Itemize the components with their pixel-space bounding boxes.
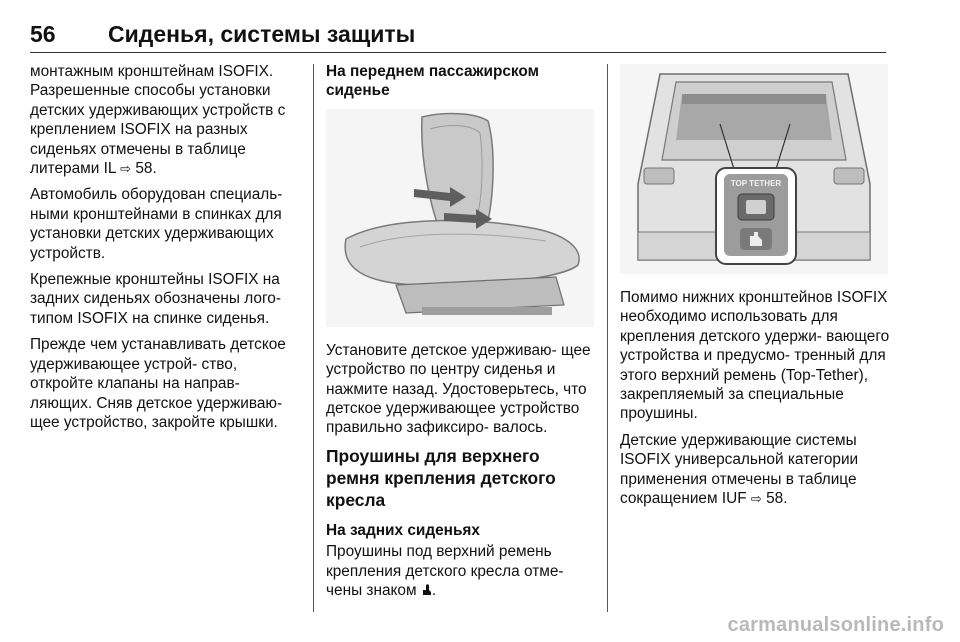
section-heading: Проушины для верхнего ремня крепления детского кресла	[326, 445, 556, 510]
text-column-2	[326, 62, 596, 607]
seat-illustration	[326, 109, 594, 327]
reference-arrow-icon: ⇨	[750, 491, 762, 507]
seat-isofix-image	[326, 109, 594, 327]
page-header	[30, 18, 886, 58]
top-tether-label: TOP TETHER	[730, 179, 782, 188]
paragraph: Прежде чем устанавливать детское удерживающее устрой- ство, откройте клапаны на направ- ляющих. Сняв детское удерживаю- щее устройство, закройте крышки.	[30, 336, 286, 431]
header-divider	[30, 52, 886, 53]
paragraph: Проушины под верхний ремень крепления детского кресла отме- чены знаком .	[326, 543, 564, 600]
trunk-illustration	[620, 64, 888, 274]
paragraph: Помимо нижних кронштейнов ISOFIX необходимо использовать для крепления детского удержи- вающего устройства и предусмо- тренный для этого верхний ремень (Top-Tether), закрепляемый за специальные проушины.	[620, 289, 890, 423]
page-reference-link[interactable]: 58.	[766, 490, 788, 508]
paragraph	[620, 431, 890, 509]
text-column-3	[620, 62, 890, 515]
text-column-1	[30, 62, 302, 439]
child-seat-tether-icon	[421, 582, 432, 594]
paragraph: Установите детское удерживаю- щее устройство по центру сиденья и нажмите назад. Удостоверьтесь, что детское удерживающее устройство правильно зафиксиро- валось.	[326, 341, 591, 437]
page-reference-link[interactable]: 58.	[135, 160, 157, 178]
subsection-heading: На задних сиденьях	[326, 521, 480, 539]
top-tether-image	[620, 64, 888, 274]
column-divider	[607, 64, 608, 612]
reference-arrow-icon: ⇨	[120, 161, 132, 177]
watermark: carmanualsonline.info	[727, 614, 944, 636]
paragraph-text: монтажным кронштейнам ISOFIX. Разрешенные способы установки детских удерживающих устройств с креплением ISOFIX на разных сиденьях отмечены в таблице литерами IL	[30, 63, 286, 178]
subsection-heading: На переднем пассажирском сиденье	[326, 63, 539, 100]
section-title: Сиденья, системы защиты	[108, 21, 416, 47]
paragraph	[30, 62, 302, 178]
paragraph: Крепежные кронштейны ISOFIX на задних сиденьях обозначены лого- типом ISOFIX на спинке сиденья.	[30, 271, 281, 327]
paragraph-text: Проушины под верхний ремень крепления детского кресла отме- чены знаком	[326, 543, 564, 600]
paragraph: Автомобиль оборудован специаль- ными кронштейнами в спинках для установки детских удерживающих устройств.	[30, 186, 283, 262]
page-number: 56	[30, 21, 56, 47]
paragraph-text: Детские удерживающие системы ISOFIX универсальной категории применения отмечены в таблице сокращением IUF	[620, 431, 859, 508]
column-divider	[313, 64, 314, 612]
